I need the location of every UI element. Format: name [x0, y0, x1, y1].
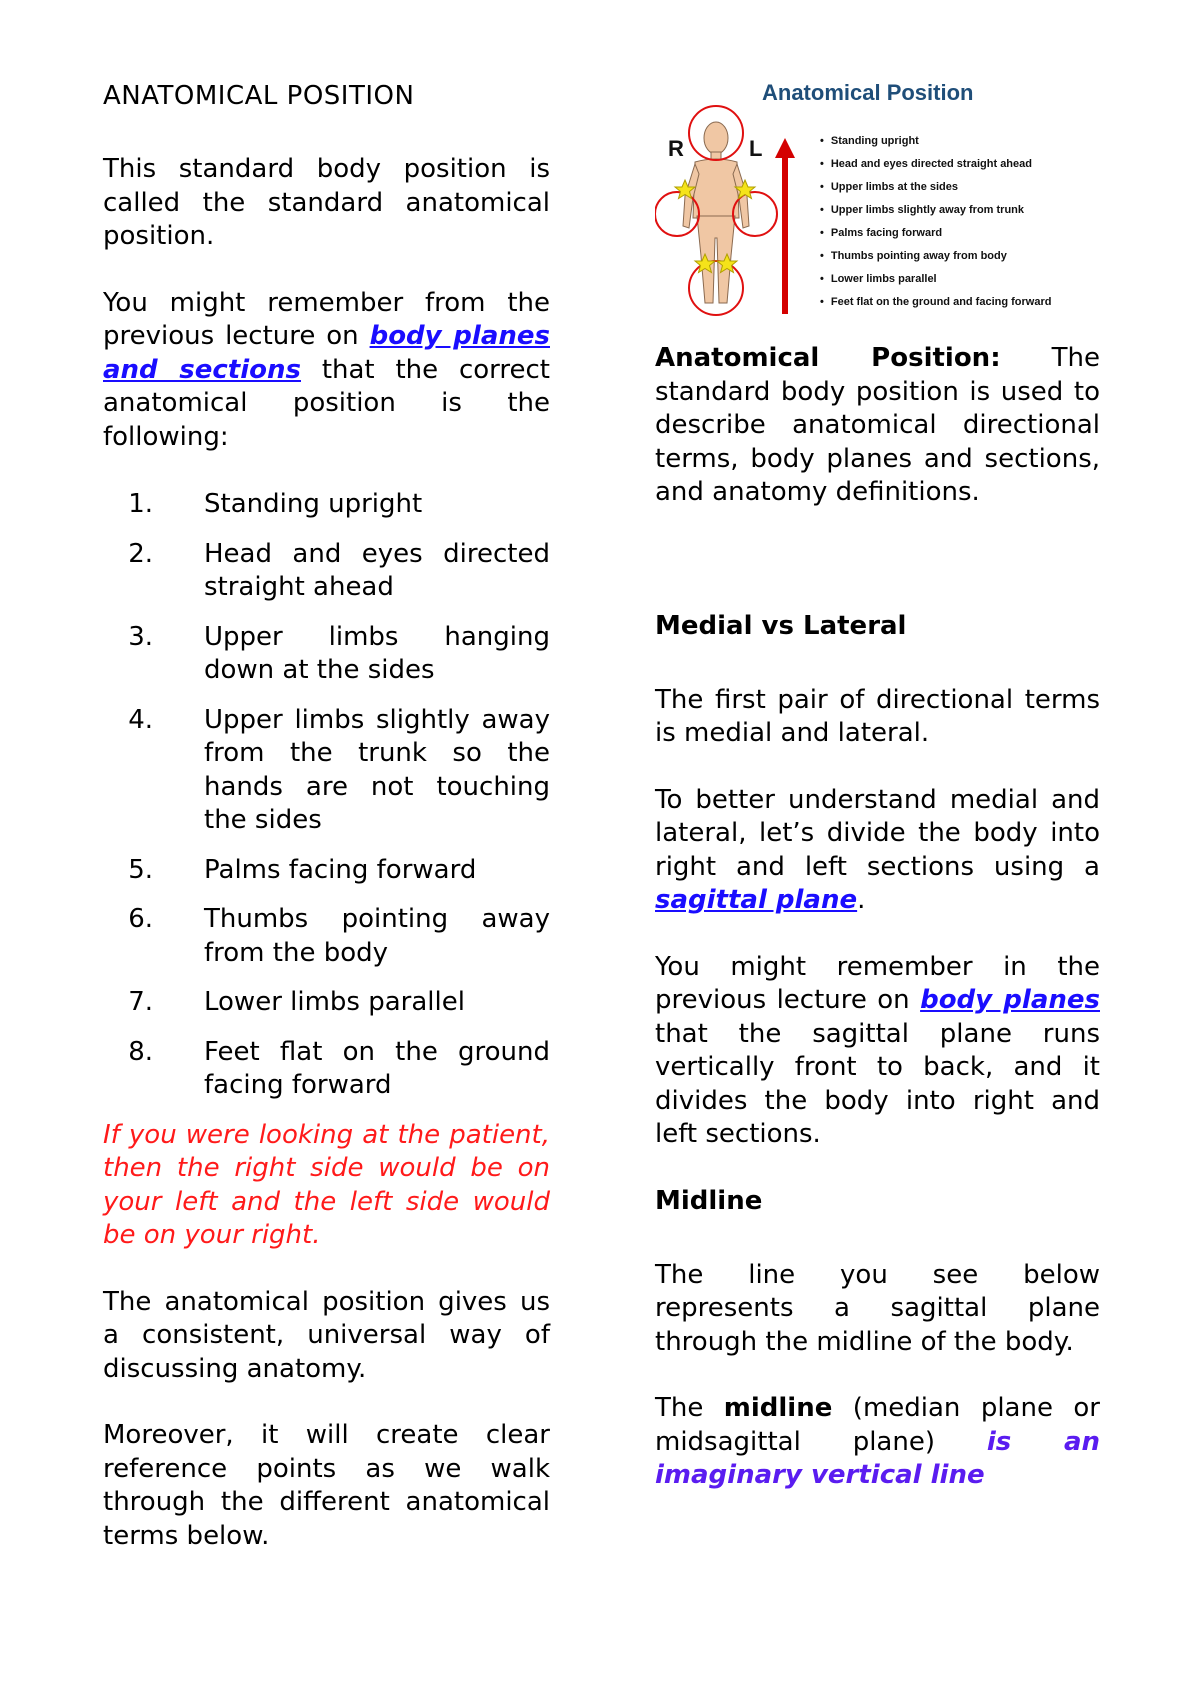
midline-heading: Midline: [655, 1185, 763, 1216]
remember-right-post: that the sagittal plane runs vertically front to back, and it divides the body into right and left sections.: [655, 1018, 1100, 1149]
sagittal-plane-link[interactable]: sagittal plane: [655, 885, 858, 915]
list-number: 2.: [128, 538, 153, 569]
better-pre: To better understand medial and lateral, let’s divide the body into right and left sections using a: [655, 784, 1100, 882]
up-arrow-icon: [775, 138, 795, 314]
remember-sagittal-paragraph: [655, 951, 1100, 1152]
better-post: .: [857, 885, 866, 915]
list-number: 5.: [128, 854, 153, 885]
body-planes-link-right[interactable]: body planes: [920, 985, 1100, 1015]
figure-bullet: • Head and eyes directed straight ahead: [820, 153, 1051, 176]
definition-label: Anatomical Position:: [655, 343, 1001, 373]
figure-bullet: • Palms facing forward: [820, 222, 1051, 245]
moreover-paragraph: Moreover, it will create clear reference points as we walk through the different anatomical terms below.: [103, 1420, 550, 1551]
list-text: Standing upright: [204, 489, 423, 519]
definition-text: The standard body position is used to describe anatomical directional terms, body planes and sections, and anatomy definitions.: [655, 343, 1100, 507]
midline-mid: (median plane or midsagittal plane): [655, 1393, 1100, 1457]
list-text: Upper limbs slightly away from the trunk so the hands are not touching the sides: [204, 704, 550, 835]
list-item: [103, 903, 550, 970]
position-list: [103, 488, 550, 1103]
list-text: Head and eyes directed straight ahead: [204, 538, 550, 602]
list-item: [103, 854, 550, 888]
better-understand-paragraph: [655, 784, 1100, 918]
remember-pre: You might remember from the previous lecture on: [103, 287, 550, 351]
list-text: Feet flat on the ground facing forward: [204, 1036, 550, 1100]
body-planes-link[interactable]: body planes and sections: [103, 321, 550, 385]
remember-paragraph: [103, 287, 550, 455]
list-text: Upper limbs hanging down at the sides: [204, 621, 550, 685]
left-column: [103, 80, 550, 1553]
remember-right-pre: You might remember in the previous lecture on: [655, 951, 1100, 1015]
list-number: 6.: [128, 904, 153, 934]
figure-bullet-list: [820, 130, 1051, 314]
list-number: 4.: [128, 704, 153, 735]
definition-paragraph: [655, 342, 1100, 510]
list-item: [103, 986, 550, 1020]
anatomical-position-figure: [655, 78, 1105, 340]
list-text: Palms facing forward: [204, 854, 477, 885]
line-paragraph: The line you see below represents a sagittal plane through the midline of the body.: [655, 1259, 1100, 1357]
figure-bullet: • Feet flat on the ground and facing forward: [820, 291, 1051, 314]
list-item: [103, 488, 550, 522]
page-title: ANATOMICAL POSITION: [103, 81, 415, 111]
list-number: 1.: [128, 489, 153, 519]
midline-term: midline: [723, 1393, 833, 1423]
body-diagram: [655, 78, 815, 340]
orientation-note: If you were looking at the patient, then the right side would be on your left and the left side would be on your right.: [103, 1119, 550, 1250]
list-text: Lower limbs parallel: [204, 987, 465, 1017]
midline-paragraph: [655, 1392, 1100, 1493]
figure-bullet: • Lower limbs parallel: [820, 268, 1051, 291]
figure-bullet: • Thumbs pointing away from body: [820, 245, 1051, 268]
list-item: [103, 621, 550, 688]
list-number: 7.: [128, 987, 153, 1017]
medial-lateral-heading: Medial vs Lateral: [655, 610, 907, 641]
list-item: [103, 704, 550, 838]
list-number: 8.: [128, 1036, 153, 1067]
list-number: 3.: [128, 621, 153, 652]
figure-bullet: • Upper limbs slightly away from trunk: [820, 199, 1051, 222]
gives-paragraph: The anatomical position gives us a consistent, universal way of discussing anatomy.: [103, 1286, 550, 1384]
list-item: [103, 1036, 550, 1103]
intro-paragraph: This standard body position is called the standard anatomical position.: [103, 154, 550, 251]
midline-pre: The: [655, 1393, 724, 1423]
figure-bullet: • Upper limbs at the sides: [820, 176, 1051, 199]
figure-title: Anatomical Position: [762, 80, 974, 105]
right-side-label: R: [668, 136, 684, 161]
right-column: [655, 78, 1100, 1493]
list-item: [103, 538, 550, 605]
midline-emphasis: is an imaginary vertical line: [655, 1426, 1100, 1490]
list-text: Thumbs pointing away from the body: [204, 904, 550, 968]
remember-post: that the correct anatomical position is the following:: [103, 354, 550, 452]
figure-bullet: • Standing upright: [820, 130, 1051, 153]
first-pair-paragraph: The first pair of directional terms is medial and lateral.: [655, 684, 1100, 748]
left-side-label: L: [749, 136, 763, 161]
